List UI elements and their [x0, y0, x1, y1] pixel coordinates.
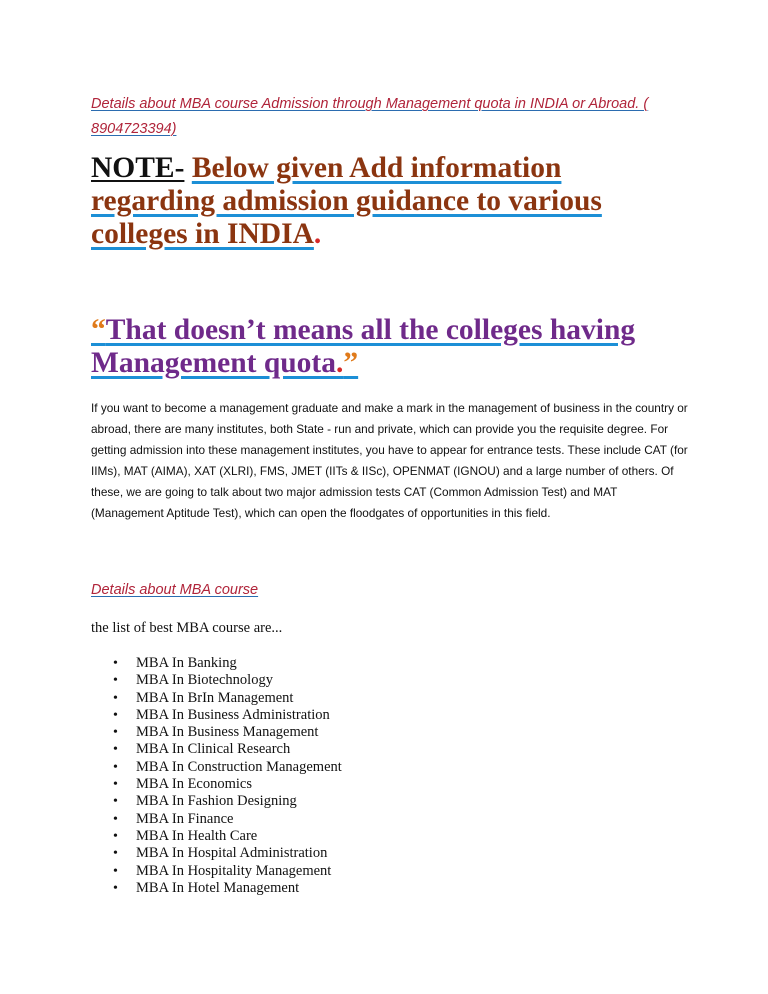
bullet-icon: • — [113, 811, 118, 827]
course-name: MBA In Hospital Administration — [136, 845, 328, 862]
bullet-icon: • — [113, 690, 118, 706]
bullet-icon: • — [113, 707, 118, 723]
quote-period: . — [336, 347, 344, 379]
note-body: Below given Add information regarding admission guidance to various colleges in INDIA — [91, 152, 602, 250]
note-period: . — [313, 218, 322, 250]
list-item — [110, 845, 342, 862]
list-item — [110, 863, 342, 880]
note-label: NOTE- — [91, 152, 185, 184]
bullet-icon: • — [113, 777, 118, 793]
course-name: MBA In Business Administration — [136, 706, 330, 723]
list-item — [110, 793, 342, 810]
course-name: MBA In Construction Management — [136, 758, 342, 775]
list-item — [110, 880, 342, 897]
course-name: MBA In Banking — [136, 655, 237, 671]
list-item — [110, 724, 342, 741]
bullet-icon: • — [113, 759, 118, 775]
list-item — [110, 655, 342, 672]
bullet-icon: • — [113, 673, 118, 689]
course-name: MBA In BrIn Management — [136, 689, 294, 706]
course-name: MBA In Hospitality Management — [136, 862, 332, 879]
section-heading-link[interactable]: Details about MBA course — [91, 582, 259, 598]
bullet-icon: • — [113, 880, 118, 896]
list-item — [110, 690, 342, 707]
course-name: MBA In Health Care — [136, 827, 258, 844]
course-name: MBA In Hotel Management — [136, 879, 300, 896]
list-item — [110, 828, 342, 845]
bullet-icon: • — [113, 725, 118, 741]
bullet-icon: • — [113, 794, 118, 810]
quote-body: That doesn’t means all the colleges having Management quota — [91, 314, 636, 379]
quote-close-mark: ” — [343, 347, 359, 379]
list-item — [110, 776, 342, 793]
bullet-icon: • — [113, 828, 118, 844]
course-name: MBA In Business Management — [136, 724, 319, 741]
quote-heading — [91, 314, 691, 380]
bullet-icon: • — [113, 742, 118, 758]
list-item — [110, 707, 342, 724]
course-list — [110, 655, 342, 897]
course-name: MBA In Finance — [136, 810, 234, 827]
bullet-icon: • — [113, 846, 118, 862]
list-intro-text: the list of best MBA course are... — [91, 620, 283, 636]
list-item — [110, 759, 342, 776]
course-name: MBA In Economics — [136, 776, 252, 793]
list-item — [110, 741, 342, 758]
bullet-icon: • — [113, 656, 118, 671]
course-name: MBA In Fashion Designing — [136, 793, 297, 810]
course-name: MBA In Biotechnology — [136, 672, 273, 689]
title-link[interactable]: Details about MBA course Admission through Management quota in INDIA or Abroad. ( 8904723394) — [91, 96, 649, 137]
intro-paragraph: If you want to become a management graduate and make a mark in the management of business in the country or abroad, there are many institutes, both State - run and private, which can provide you the requisite degree. For getting admission into these management institutes, you have to appear for entrance tests. These include CAT (for IIMs), MAT (AIMA), XAT (XLRI), FMS, JMET (IITs & IISc), OPENMAT (IGNOU) and a large number of others. Of these, we are going to talk about two major admission tests CAT (Common Admission Test) and MAT (Management Aptitude Test), which can open the floodgates of opportunities in this field. — [91, 401, 688, 521]
quote-open-mark: “ — [91, 314, 106, 346]
course-name: MBA In Clinical Research — [136, 741, 291, 758]
list-item — [110, 672, 342, 689]
list-item — [110, 811, 342, 828]
bullet-icon: • — [113, 863, 118, 879]
note-heading — [91, 152, 691, 251]
